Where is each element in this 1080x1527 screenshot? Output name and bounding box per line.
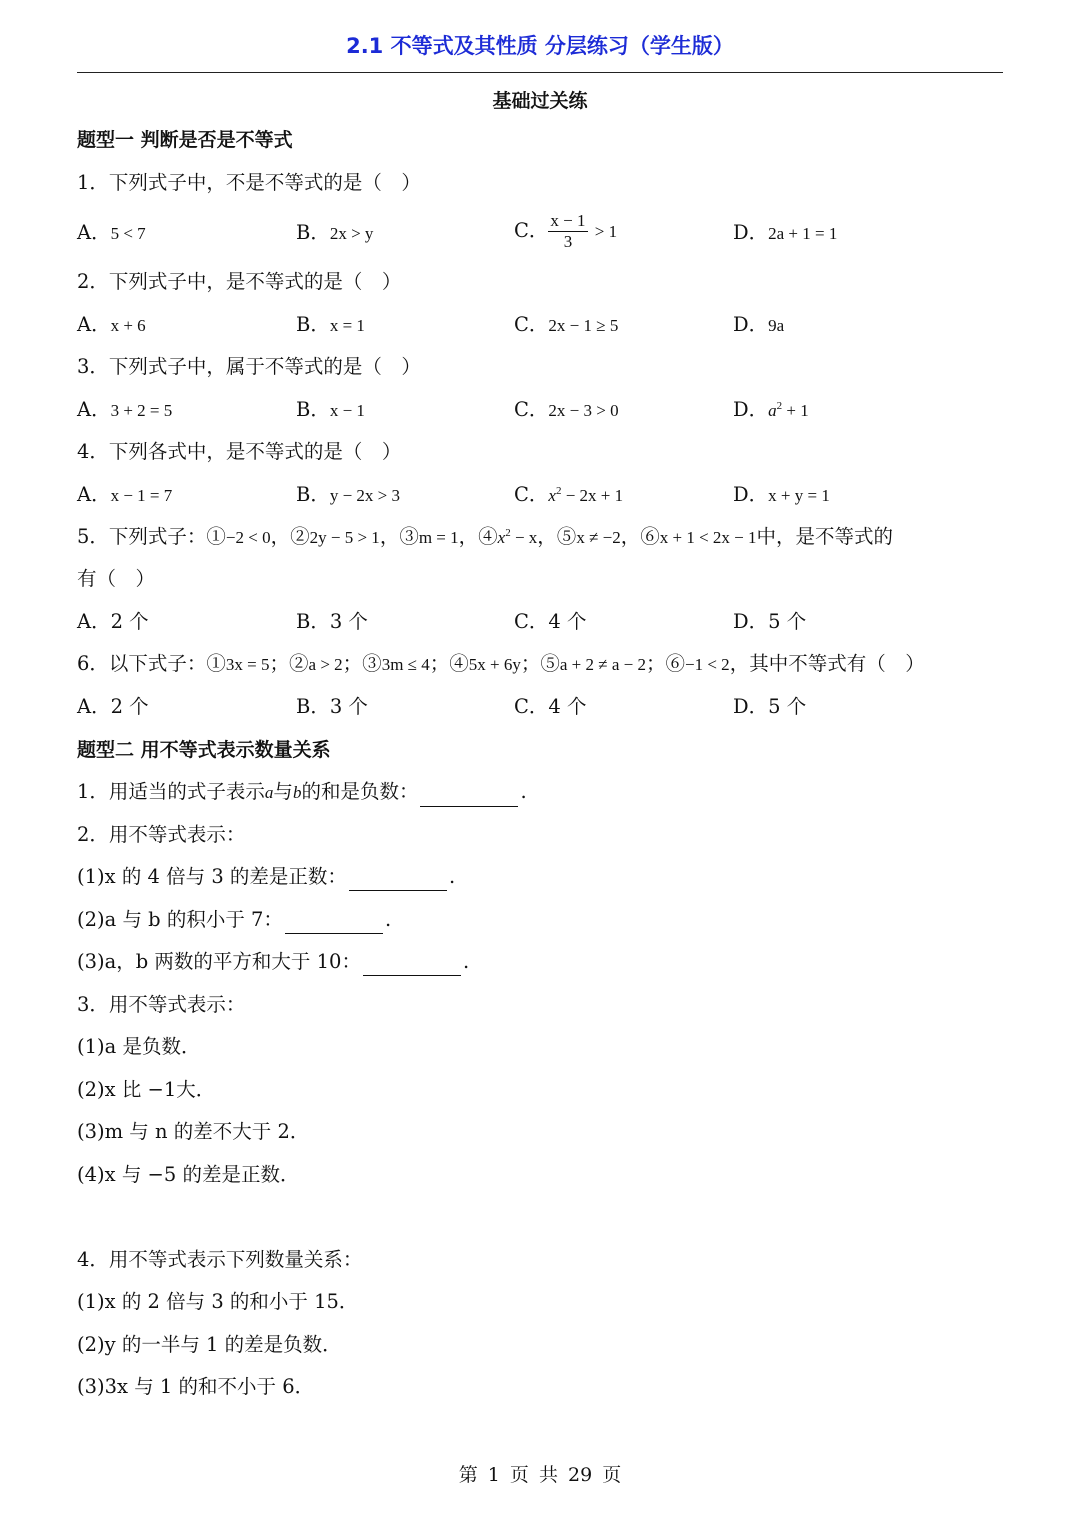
q4-option-c: C．$x^2 - 2x + 1$ <box>514 483 624 506</box>
q4-option-b: B．y − 2x > 3 <box>296 483 401 506</box>
t2-q3-stem: 3．用不等式表示： <box>77 993 246 1016</box>
answer-blank[interactable] <box>349 868 447 891</box>
answer-blank[interactable] <box>363 953 461 976</box>
q3-stem: 3．下列式子中，属于不等式的是（ ） <box>77 355 421 378</box>
q2-option-d: D．9a <box>733 313 785 336</box>
q6-option-a: A．2 个 <box>77 695 149 718</box>
q1-option-d: D．2a + 1 = 1 <box>733 221 838 244</box>
q5-option-c: C．4 个 <box>514 610 587 633</box>
q3-option-d: D．$a^2 + 1$ <box>733 398 809 421</box>
q3-option-b: B．x − 1 <box>296 398 365 421</box>
t2-q4-part3: (3)3x 与 1 的和不小于 6． <box>77 1375 315 1398</box>
t2-q3-part4: (4)x 与 −5 的差是正数． <box>77 1163 300 1186</box>
q1-stem: 1．下列式子中，不是不等式的是（ ） <box>77 171 421 194</box>
q2-option-a: A．x + 6 <box>77 313 146 336</box>
header-divider <box>77 72 1003 73</box>
q6-option-b: B．3 个 <box>296 695 368 718</box>
t2-q4-stem: 4．用不等式表示下列数量关系： <box>77 1248 363 1271</box>
q6-option-d: D．5 个 <box>733 695 807 718</box>
q5-option-d: D．5 个 <box>733 610 807 633</box>
q2-option-c: C．2x − 1 ≥ 5 <box>514 313 619 336</box>
t2-q3-part2: (2)x 比 −1大． <box>77 1078 216 1101</box>
q4-option-d: D．x + y = 1 <box>733 483 830 506</box>
q5-stem-line2: 有（ ） <box>77 567 156 590</box>
answer-blank[interactable] <box>285 911 383 934</box>
t2-q2-part2: (2)a 与 b 的积小于 7： . <box>77 906 391 934</box>
t2-q4-part2: (2)y 的一半与 1 的差是负数． <box>77 1333 342 1356</box>
t2-q3-part1: (1)a 是负数． <box>77 1035 201 1058</box>
q5-option-a: A．2 个 <box>77 610 149 633</box>
answer-blank[interactable] <box>420 784 518 807</box>
page-header-title: 2.1 不等式及其性质 分层练习（学生版） <box>346 34 734 58</box>
q1-option-a: A．5 < 7 <box>77 221 146 244</box>
t2-q4-part1: (1)x 的 2 倍与 3 的和小于 15． <box>77 1290 359 1313</box>
q5-stem: 5．下列式子：①−2 < 0，②2y − 5 > 1，③m = 1，$④x^2 - x$，⑤x ≠ −2，⑥x + 1 < 2x − 1中，是不等式的 <box>77 525 894 548</box>
section-title: 基础过关练 <box>492 90 588 112</box>
fraction: $\frac{x - 1}{3}$ <box>550 211 586 251</box>
type1-heading: 题型一 判断是否是不等式 <box>77 129 293 151</box>
q5-option-b: B．3 个 <box>296 610 368 633</box>
q1-option-b: B．2x > y <box>296 221 374 244</box>
q2-option-b: B．x = 1 <box>296 313 365 336</box>
page-footer: 第 1 页 共 29 页 <box>458 1464 622 1486</box>
t2-q2-part1: (1)x 的 4 倍与 3 的差是正数： . <box>77 863 455 891</box>
t2-q2-part3: (3)a，b 两数的平方和大于 10： . <box>77 948 469 976</box>
q2-stem: 2．下列式子中，是不等式的是（ ） <box>77 270 402 293</box>
t2-q1: 1．用适当的式子表示a与b的和是负数： . <box>77 778 527 807</box>
t2-q2-stem: 2．用不等式表示： <box>77 823 246 846</box>
q3-option-c: C．2x − 3 > 0 <box>514 398 619 421</box>
q3-option-a: A．3 + 2 = 5 <box>77 398 173 421</box>
type2-heading: 题型二 用不等式表示数量关系 <box>77 739 331 761</box>
t2-q3-part3: (3)m 与 n 的差不大于 2． <box>77 1120 310 1143</box>
q6-option-c: C．4 个 <box>514 695 587 718</box>
q6-stem: 6．以下式子：①3x = 5；②a > 2；③3m ≤ 4；④5x + 6y；⑤a + 2 ≠ a − 2；⑥−1 < 2，其中不等式有（ ） <box>77 652 925 675</box>
q1-option-c: C． $\frac{x - 1}{3}$ > 1 <box>514 211 618 251</box>
q4-stem: 4．下列各式中，是不等式的是（ ） <box>77 440 402 463</box>
q4-option-a: A．x − 1 = 7 <box>77 483 173 506</box>
